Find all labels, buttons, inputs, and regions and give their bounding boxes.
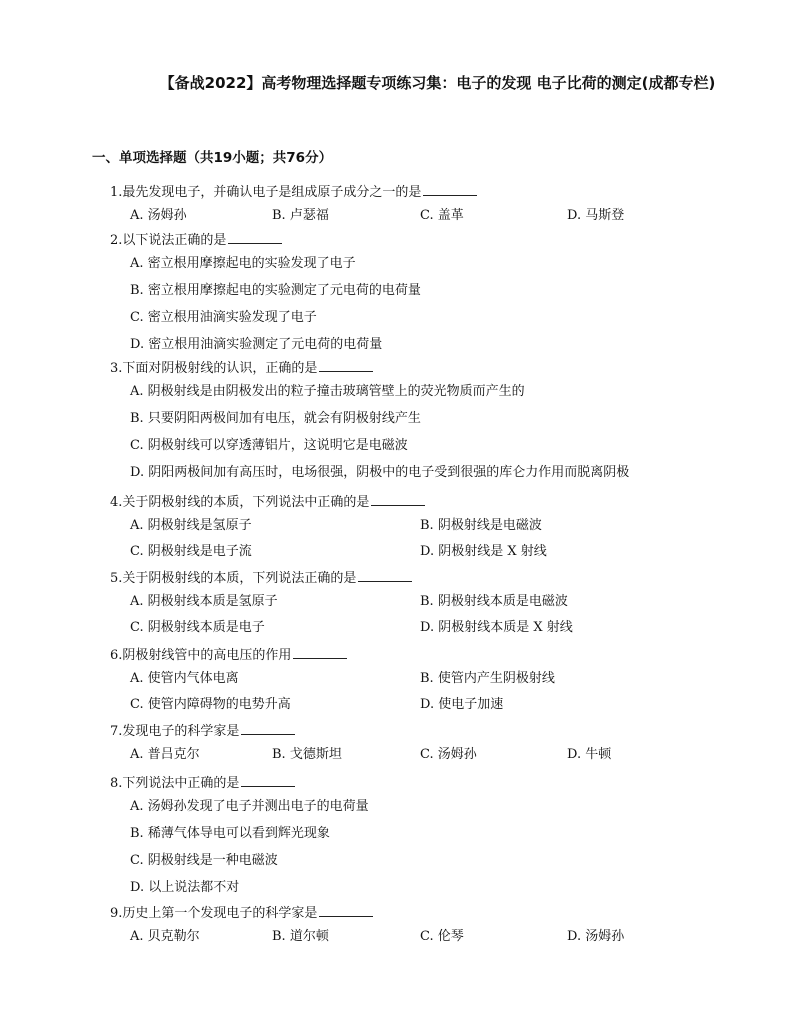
answer-option[interactable]: B. 稀薄气体导电可以看到辉光现象 [130, 826, 330, 841]
answer-blank[interactable] [319, 904, 373, 917]
question-stem [110, 567, 412, 586]
question-text: 下列说法中正确的是 [122, 776, 240, 791]
answer-blank[interactable] [228, 231, 282, 244]
answer-option[interactable]: C. 使管内障碍物的电势升高 [130, 697, 291, 712]
question-number: 2. [110, 233, 123, 248]
answer-option[interactable]: B. 卢瑟福 [272, 208, 329, 223]
answer-blank[interactable] [241, 774, 295, 787]
answer-option[interactable]: B. 只要阴阳两极间加有电压，就会有阴极射线产生 [130, 411, 421, 426]
answer-option[interactable]: C. 阴极射线是一种电磁波 [130, 853, 278, 868]
question-stem [110, 357, 373, 376]
question-text: 阴极射线管中的高电压的作用 [122, 648, 292, 663]
answer-option[interactable]: A. 密立根用摩擦起电的实验发现了电子 [130, 256, 356, 271]
question-number: 6. [110, 648, 123, 663]
question-stem [110, 644, 347, 663]
question-number: 8. [110, 776, 123, 791]
answer-option[interactable]: D. 密立根用油滴实验测定了元电荷的电荷量 [130, 337, 383, 352]
question-number: 5. [110, 571, 123, 586]
question-number: 9. [110, 906, 123, 921]
answer-blank[interactable] [423, 183, 477, 196]
answer-option[interactable]: B. 密立根用摩擦起电的实验测定了元电荷的电荷量 [130, 283, 421, 298]
answer-blank[interactable] [293, 646, 347, 659]
answer-option[interactable]: C. 盖革 [420, 208, 464, 223]
answer-option[interactable]: B. 使管内产生阴极射线 [420, 671, 555, 686]
answer-option[interactable]: A. 阴极射线是由阴极发出的粒子撞击玻璃管壁上的荧光物质而产生的 [130, 384, 525, 399]
answer-option[interactable]: B. 阴极射线本质是电磁波 [420, 594, 568, 609]
question-stem [110, 491, 425, 510]
question-stem [110, 181, 477, 200]
question-stem [110, 772, 295, 791]
question-number: 4. [110, 495, 123, 510]
answer-blank[interactable] [371, 493, 425, 506]
answer-option[interactable]: A. 使管内气体电离 [130, 671, 239, 686]
answer-option[interactable]: A. 汤姆孙 [130, 208, 187, 223]
answer-option[interactable]: A. 贝克勒尔 [130, 929, 200, 944]
answer-option[interactable]: C. 伦琴 [420, 929, 464, 944]
question-text: 最先发现电子，并确认电子是组成原子成分之一的是 [122, 185, 422, 200]
question-stem [110, 720, 295, 739]
answer-option[interactable]: D. 阴阳两极间加有高压时，电场很强，阴极中的电子受到很强的库仑力作用而脱离阴极 [130, 465, 630, 480]
answer-option[interactable]: B. 道尔顿 [272, 929, 329, 944]
question-number: 3. [110, 361, 123, 376]
section-heading: 一、单项选择题（共19小题；共76分） [92, 150, 333, 166]
question-text: 发现电子的科学家是 [122, 724, 240, 739]
question-number: 1. [110, 185, 123, 200]
answer-option[interactable]: C. 汤姆孙 [420, 747, 477, 762]
answer-option[interactable]: A. 汤姆孙发现了电子并测出电子的电荷量 [130, 799, 369, 814]
answer-option[interactable]: D. 阴极射线是 X 射线 [420, 544, 547, 559]
answer-option[interactable]: D. 以上说法都不对 [130, 880, 240, 895]
question-text: 关于阴极射线的本质，下列说法正确的是 [122, 571, 357, 586]
question-text: 关于阴极射线的本质，下列说法中正确的是 [122, 495, 370, 510]
answer-option[interactable]: C. 阴极射线本质是电子 [130, 620, 265, 635]
answer-option[interactable]: A. 普吕克尔 [130, 747, 200, 762]
answer-option[interactable]: B. 戈德斯坦 [272, 747, 342, 762]
answer-option[interactable]: C. 阴极射线可以穿透薄铝片，这说明它是电磁波 [130, 438, 408, 453]
answer-option[interactable]: D. 使电子加速 [420, 697, 504, 712]
answer-option[interactable]: A. 阴极射线本质是氢原子 [130, 594, 278, 609]
answer-option[interactable]: D. 阴极射线本质是 X 射线 [420, 620, 573, 635]
answer-blank[interactable] [319, 359, 373, 372]
answer-option[interactable]: D. 马斯登 [567, 208, 625, 223]
question-stem [110, 902, 373, 921]
question-text: 以下说法正确的是 [122, 233, 227, 248]
question-text: 历史上第一个发现电子的科学家是 [122, 906, 318, 921]
question-text: 下面对阴极射线的认识，正确的是 [122, 361, 318, 376]
answer-option[interactable]: D. 牛顿 [567, 747, 612, 762]
answer-option[interactable]: C. 密立根用油滴实验发现了电子 [130, 310, 317, 325]
answer-option[interactable]: B. 阴极射线是电磁波 [420, 518, 542, 533]
answer-option[interactable]: C. 阴极射线是电子流 [130, 544, 252, 559]
answer-blank[interactable] [241, 722, 295, 735]
answer-option[interactable]: D. 汤姆孙 [567, 929, 625, 944]
document-title: 【备战2022】高考物理选择题专项练习集：电子的发现 电子比荷的测定(成都专栏) [159, 74, 716, 92]
question-number: 7. [110, 724, 123, 739]
question-stem [110, 229, 282, 248]
answer-blank[interactable] [358, 569, 412, 582]
answer-option[interactable]: A. 阴极射线是氢原子 [130, 518, 252, 533]
